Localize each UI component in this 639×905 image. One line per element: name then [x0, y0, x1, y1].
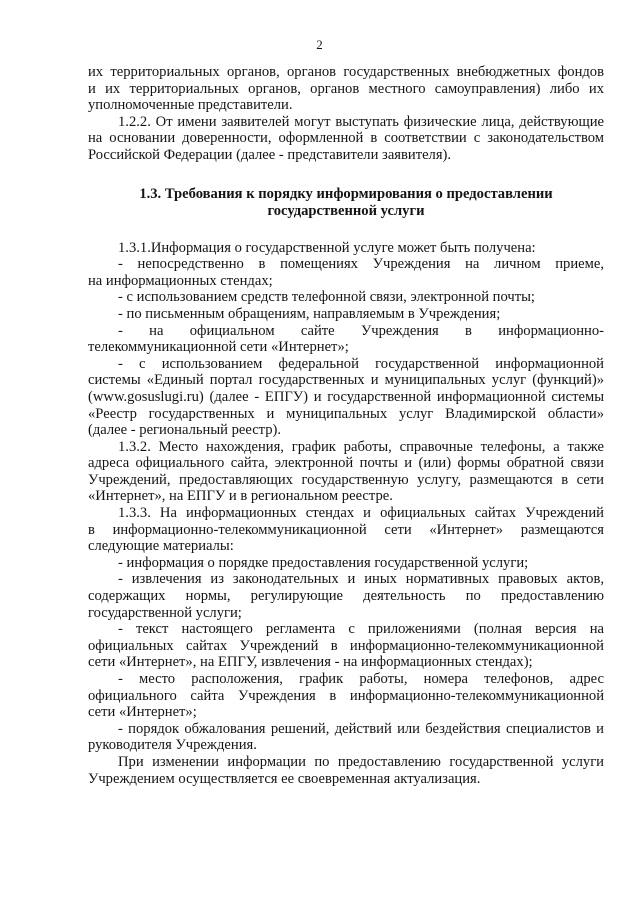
text-line: Российской Федерации (далее - представители заявителя). [88, 146, 452, 163]
text-line: «Интернет», на ЕПГУ и в региональном реестре. [88, 488, 393, 505]
list-item-line: - по письменным обращениям, направляемым в Учреждения; [118, 305, 501, 322]
closing-paragraph [88, 754, 604, 787]
heading-line: государственной услуги [267, 202, 425, 219]
paragraph-1-3-1 [88, 240, 604, 439]
text-line: Учреждений, предоставляющих государственную услугу, размещаются в сети [88, 471, 604, 488]
text-line: Учреждением осуществляется ее своевременная актуализация. [88, 770, 481, 787]
list-item-line: официального сайта Учреждения в информационно-телекоммуникационной [88, 687, 604, 704]
list-item-line: сети «Интернет», на ЕПГУ, извлечения - на информационных стендах); [88, 654, 533, 671]
list-item-line: - информация о порядке предоставления государственной услуги; [118, 554, 529, 571]
text-line: 1.3.2. Место нахождения, график работы, справочные телефоны, а также [118, 438, 604, 455]
list-item-line: официальных сайтах Учреждений в информационно-телекоммуникационной [88, 637, 604, 654]
paragraph-1-2-2 [88, 114, 604, 164]
intro-paragraph [88, 64, 604, 114]
text-line: на основании доверенности, оформленной в соответствии с законодательством [88, 130, 604, 147]
list-item-line: на информационных стендах; [88, 272, 273, 289]
list-item-line: государственной услуги; [88, 604, 242, 621]
heading-line: 1.3. Требования к порядку информирования о предоставлении [139, 185, 553, 202]
list-item-line: - текст настоящего регламента с приложениями (полная версия на [118, 621, 604, 638]
list-item-line: телекоммуникационной сети «Интернет»; [88, 339, 349, 356]
paragraph-1-3-2 [88, 439, 604, 505]
list-item-line: - непосредственно в помещениях Учреждения на личном приеме, [118, 256, 604, 273]
list-item-line: - место расположения, график работы, номера телефонов, адрес [118, 671, 604, 687]
text-line: 1.3.1.Информация о государственной услуге может быть получена: [118, 239, 536, 256]
list-item-line: сети «Интернет»; [88, 704, 197, 721]
paragraph-1-3-3 [88, 505, 604, 754]
page-number: 2 [316, 37, 323, 52]
text-line: в информационно-телекоммуникационной сети «Интернет» размещаются [88, 521, 604, 538]
list-item-line: - с использованием федеральной государственной информационной [118, 355, 604, 372]
text-line: 1.2.2. От имени заявителей могут выступать физические лица, действующие [118, 113, 604, 130]
text-line: адреса официального сайта, электронной почты и (или) формы обратной связи [88, 455, 604, 472]
list-item-line: - извлечения из законодательных и иных нормативных правовых актов, [118, 571, 604, 588]
text-line: следующие материалы: [88, 538, 234, 555]
list-item-line: - порядок обжалования решений, действий или бездействия специалистов и [118, 720, 604, 737]
text-line: 1.3.3. На информационных стендах и официальных сайтах Учреждений [118, 505, 604, 522]
list-item-line: (далее - региональный реестр). [88, 422, 282, 439]
document-body [88, 64, 604, 787]
text-line: их территориальных органов, органов государственных внебюджетных фондов [88, 64, 604, 80]
list-item-line: содержащих нормы, регулирующие деятельность по предоставлению [88, 588, 604, 605]
section-heading-1-3 [88, 186, 604, 220]
list-item-line: «Реестр государственных и муниципальных услуг Владимирской области» [88, 405, 604, 422]
list-item-line: (www.gosuslugi.ru) (далее - ЕПГУ) и государственной информационной системы [88, 388, 604, 405]
text-line: уполномоченные представители. [88, 97, 293, 114]
text-line: и их территориальных органов, органов местного самоуправления) либо их [88, 80, 604, 97]
list-item-line: руководителя Учреждения. [88, 737, 257, 754]
list-item-line: - с использованием средств телефонной связи, электронной почты; [118, 289, 535, 306]
text-line: При изменении информации по предоставлению государственной услуги [118, 753, 604, 770]
list-item-line: - на официальном сайте Учреждения в информационно- [118, 322, 604, 339]
list-item-line: системы «Единый портал государственных и муниципальных услуг (функций)» [88, 372, 604, 389]
